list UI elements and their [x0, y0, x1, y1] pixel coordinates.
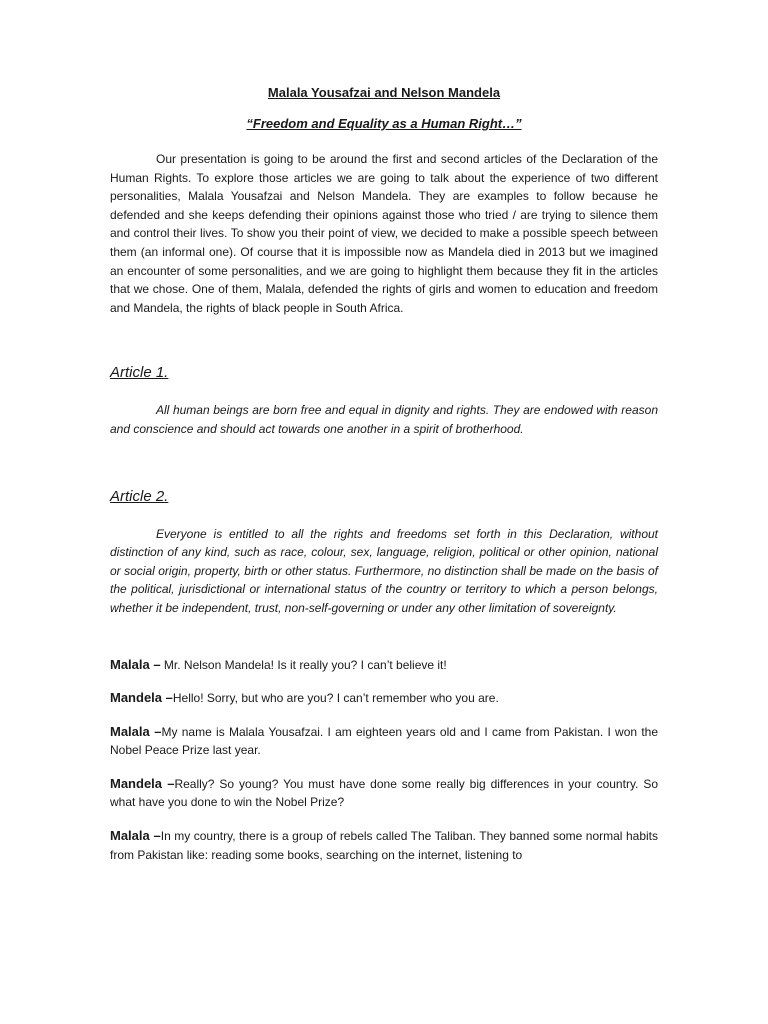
dialogue-text: My name is Malala Yousafzai. I am eighteen years old and I came from Pakistan. I won the Nobel Peace Prize last year.	[110, 724, 658, 758]
speaker-name: Malala –	[110, 828, 161, 844]
dialogue-text: Hello! Sorry, but who are you? I can’t remember who you are.	[172, 691, 499, 706]
article-2-heading: Article 2.	[110, 487, 169, 505]
intro-paragraph: Our presentation is going to be around the first and second articles of the Declaration of the Human Rights. To explore those articles we are going to talk about the experience of two different personalities, Malala Yousafzai and Nelson Mandela. They are examples to follow because he defended and she keeps defending their opinions against those who tried / are trying to silence them and control their lives. To show you their point of view, we decided to make a possible speech between them (an informal one). Of course that it is impossible now as Mandela died in 2013 but we imagined an encounter of some personalities, and we are going to highlight them because they fit in the articles that we chose. One of them, Malala, defended the rights of girls and women to education and freedom and Mandela, the rights of black people in South Africa.	[110, 152, 658, 315]
speaker-name: Mandela –	[110, 775, 175, 791]
article-1-heading: Article 1.	[110, 364, 169, 382]
dialogue-line	[110, 775, 658, 812]
speaker-name: Malala –	[110, 656, 161, 672]
document-subtitle: “Freedom and Equality as a Human Right…”	[246, 116, 522, 131]
dialogue-line	[110, 689, 658, 708]
document-title: Malala Yousafzai and Nelson Mandela	[267, 85, 501, 100]
speaker-name: Mandela –	[110, 690, 173, 706]
dialogue-text: Mr. Nelson Mandela! Is it really you? I can’t believe it!	[160, 657, 447, 672]
dialogue-text: In my country, there is a group of rebels called The Taliban. They banned some normal habits from Pakistan like: reading some books, searching on the internet, listening to	[110, 829, 658, 862]
article-2-text: Everyone is entitled to all the rights and freedoms set forth in this Declaration, without distinction of any kind, such as race, colour, sex, language, religion, political or other opinion, national or social origin, property, birth or other status. Furthermore, no distinction shall be made on the basis of the political, jurisdictional or international status of the country or territory to which a person belongs, whether it be independent, trust, non-self-governing or under any other limitation of sovereignty.	[110, 526, 658, 615]
dialogue-line	[110, 827, 658, 864]
speaker-name: Malala –	[110, 723, 162, 739]
dialogue-text: Really? So young? You must have done some really big differences in your country. So what have you done to win the Nobel Prize?	[110, 776, 658, 810]
dialogue-line	[110, 656, 658, 675]
article-1-text: All human beings are born free and equal in dignity and rights. They are endowed with reason and conscience and should act towards one another in a spirit of brotherhood.	[110, 403, 658, 436]
dialogue-section	[110, 656, 658, 865]
dialogue-line	[110, 723, 658, 760]
document-page	[110, 84, 658, 879]
